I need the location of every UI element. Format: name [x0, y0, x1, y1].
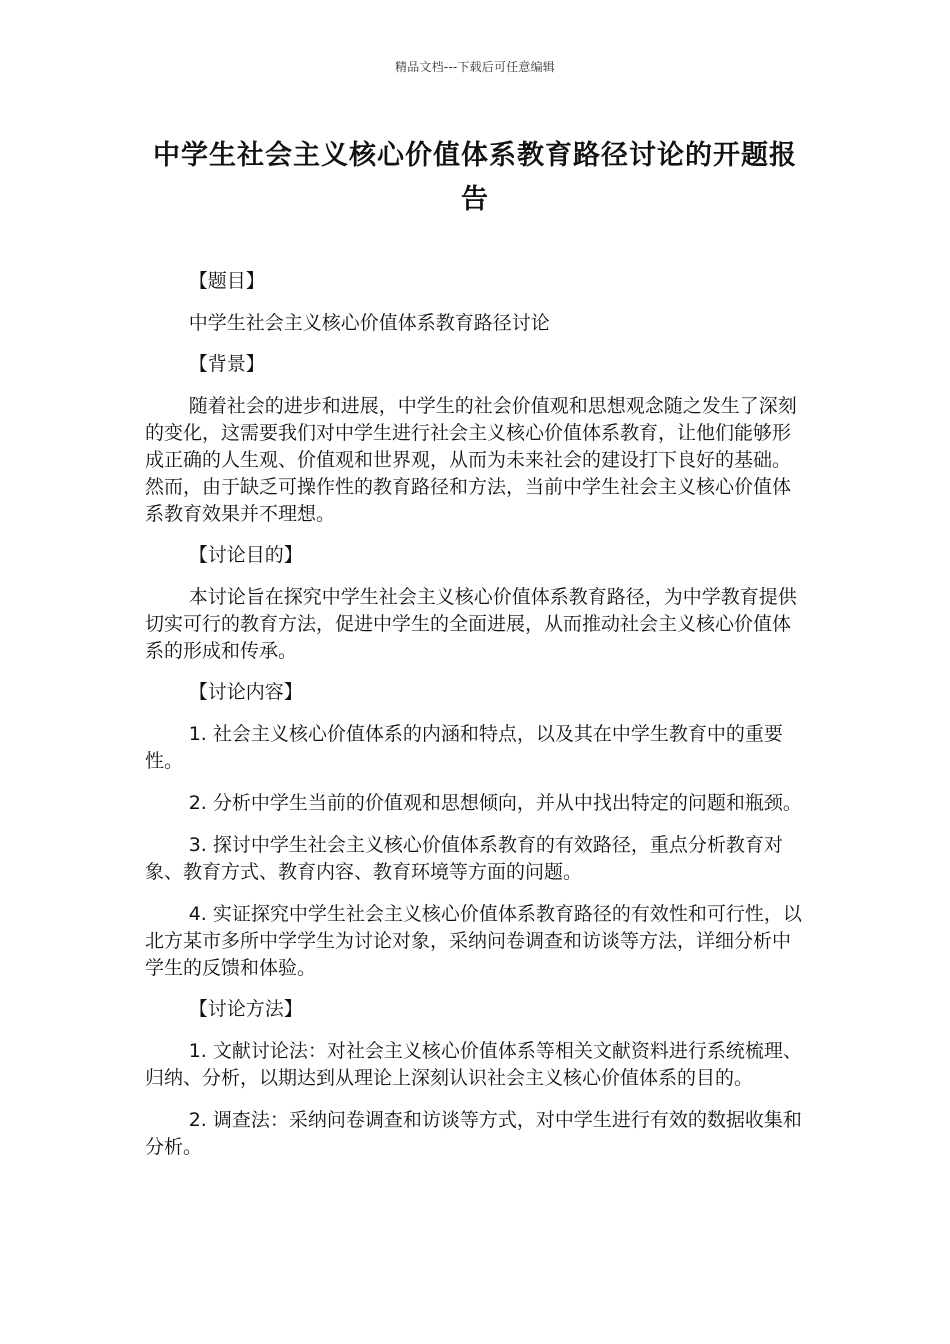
content-item-4: 4. 实证探究中学生社会主义核心价值体系教育路径的有效性和可行性，以北方某市多所中学学生为讨论对象，采纳问卷调查和访谈等方法，详细分析中学生的反馈和体验。 [145, 903, 802, 979]
paragraph-purpose: 本讨论旨在探究中学生社会主义核心价值体系教育路径，为中学教育提供切实可行的教育方法，促进中学生的全面进展，从而推动社会主义核心价值体系的形成和传承。 [145, 586, 797, 662]
paragraph-background: 随着社会的进步和进展，中学生的社会价值观和思想观念随之发生了深刻的变化，这需要我们对中学生进行社会主义核心价值体系教育，让他们能够形成正确的人生观、价值观和世界观，从而为未来社会的建设打下良好的基础。然而，由于缺乏可操作性的教育路径和方法，当前中学生社会主义核心价值体系教育效果并不理想。 [145, 395, 797, 525]
page-header: 精品文档---下载后可任意编辑 [395, 60, 555, 74]
paragraph-topic: 中学生社会主义核心价值体系教育路径讨论 [188, 312, 550, 334]
content-item-1: 1. 社会主义核心价值体系的内涵和特点，以及其在中学生教育中的重要性。 [145, 723, 783, 772]
method-item-1: 1. 文献讨论法：对社会主义核心价值体系等相关文献资料进行系统梳理、归纳、分析，以期达到从理论上深刻认识社会主义核心价值体系的目的。 [145, 1040, 802, 1089]
content-item-2: 2. 分析中学生当前的价值观和思想倾向，并从中找出特定的问题和瓶颈。 [188, 792, 802, 814]
section-heading-background: 【背景】 [188, 353, 265, 375]
document-title: 中学生社会主义核心价值体系教育路径讨论的开题报告 [153, 140, 797, 215]
section-heading-methods: 【讨论方法】 [188, 998, 303, 1020]
method-item-2: 2. 调查法：采纳问卷调查和访谈等方式，对中学生进行有效的数据收集和分析。 [145, 1109, 802, 1158]
section-heading-topic: 【题目】 [188, 270, 265, 292]
section-heading-content: 【讨论内容】 [188, 681, 303, 703]
content-item-3: 3. 探讨中学生社会主义核心价值体系教育的有效路径，重点分析教育对象、教育方式、教育内容、教育环境等方面的问题。 [145, 834, 783, 883]
section-heading-purpose: 【讨论目的】 [188, 544, 303, 566]
document-body [145, 268, 805, 1161]
